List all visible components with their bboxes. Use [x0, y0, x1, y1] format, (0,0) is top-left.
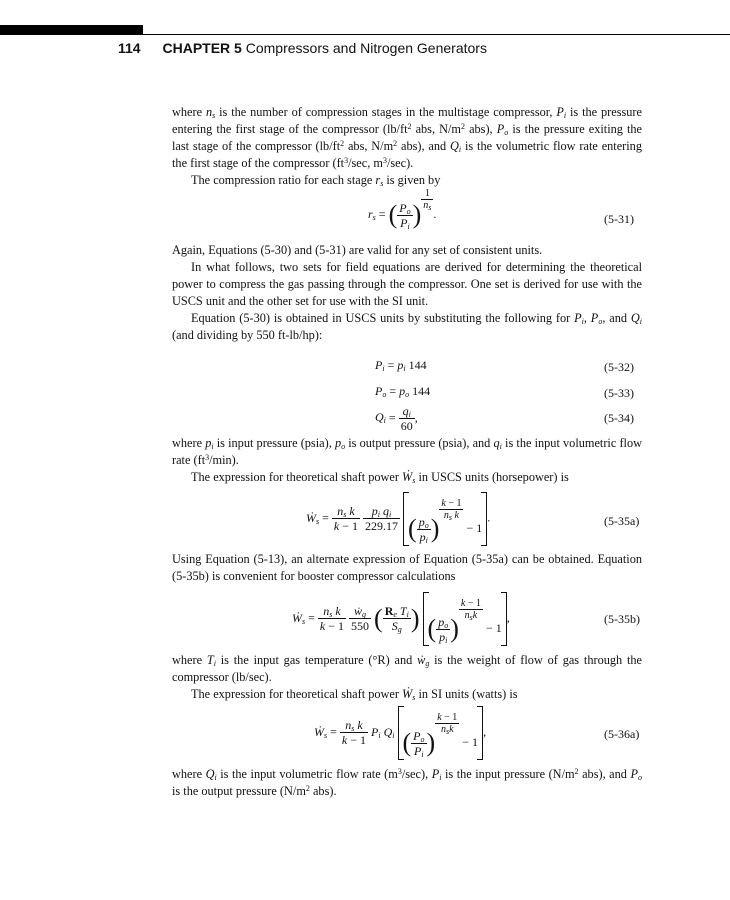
- chapter-label: CHAPTER 5: [162, 40, 242, 56]
- paragraph-pressures: where $p_i$ is input pressure (psia), $p_o$ is output pressure (psia), and $q_i$ is the input volumetric flow rate $(ft^3/\min)$. The expression for theoretical shaft power Ẇ$_s$ in USCS units (horsepower) is: [172, 436, 643, 485]
- equation-number: (5-34): [604, 411, 634, 425]
- running-header: [118, 40, 487, 56]
- paragraph-stages: where $n_s$ is the number of compression stages in the multistage compressor, $P_i$ is the pressure entering the first stage of the compressor ($lb/ft^2$ abs, $N/m^2$ abs), $P_o$ is the pressure exiting the last stage of the compressor ($lb/ft^2$ abs, $N/m^2$ abs), and $Q_i$ is the volumetric flow rate entering the first stage of the compressor ($ft^3/\sec$, $m^3/\sec$). The compression ratio for each stage $r_s$ is given by: [172, 105, 643, 188]
- page-number: 114: [118, 40, 141, 56]
- paragraph-units: Again, Equations (5-30) and (5-31) are valid for any set of consistent units. In what follows, two sets for field equations are derived for determining the theoretical power to compress the gas passing through the compressor. One set is derived for use with the USCS unit and the other set for use with the SI unit. Equation (5-30) is obtained in USCS units by substituting the following for $P_i$, $P_o$, and $Q_i$ (and dividing by 550 ft-lb/hp):: [172, 243, 642, 342]
- equation-5-34: $Q_i$ = $\frac{q_i}{60}$ ,: [375, 404, 418, 433]
- paragraph-si-units: where $Q_i$ is the input volumetric flow rate $(m^3/\sec)$, $P_i$ is the input pressure ($N/m^2$ abs), and $P_o$ is the output pressure ($N/m^2$ abs).: [172, 767, 642, 798]
- equation-5-35a: Ẇ$_s$ = $\frac{n_s k}{k - 1}$ $\frac{p_i q_i}{229.17}$ ( $\frac{p_o}{p_i}$ ) $\frac{k - 1}{n_s k}$ − 1.: [306, 492, 490, 546]
- chapter-title: Compressors and Nitrogen Generators: [245, 40, 487, 56]
- equation-number: (5-35a): [604, 514, 640, 528]
- equation-number: (5-36a): [604, 727, 640, 741]
- top-rule-line: [143, 34, 730, 35]
- equation-5-33: $P_o = p_o$ 144: [375, 384, 431, 399]
- top-rule-block: [0, 25, 143, 35]
- equation-number: (5-35b): [604, 612, 640, 626]
- equation-5-32: $P_i = p_i$ 144: [375, 358, 427, 373]
- equation-5-35b: Ẇ$_s$ = $\frac{n_s k}{k - 1}$ $\frac{ẇ_g}{550}$ ( $\frac{R_e T_i}{S_g}$ ) ( $\frac{p_o}{p_i}$ ) k − 1 $n_sk$ − 1,: [292, 592, 510, 646]
- paragraph-alternate: Using Equation (5-13), an alternate expression of Equation (5-35a) can be obtained. Equation (5-35b) is convenient for booster compressor calculations: [172, 552, 642, 583]
- equation-number: (5-33): [604, 386, 634, 400]
- equation-number: (5-32): [604, 360, 634, 374]
- paragraph-temperature: where $T_i$ is the input gas temperature (°R) and ẇ$_g$ is the weight of flow of gas through the compressor (lb/sec). The expression for theoretical shaft power Ẇ$_s$ in SI units (watts) is: [172, 653, 642, 702]
- equation-5-31: $r_s$ = ( $\frac{P_o}{P_i}$ ) $\frac{1}{n_s}$ .: [368, 188, 437, 231]
- equation-number: (5-31): [604, 212, 634, 226]
- equation-5-36a: Ẇ$_s$ = $\frac{n_s k}{k - 1}$ $P_i$ $Q_i$ ( $\frac{P_o}{P_i}$ ) k − 1 $n_sk$ − 1,: [314, 706, 486, 760]
